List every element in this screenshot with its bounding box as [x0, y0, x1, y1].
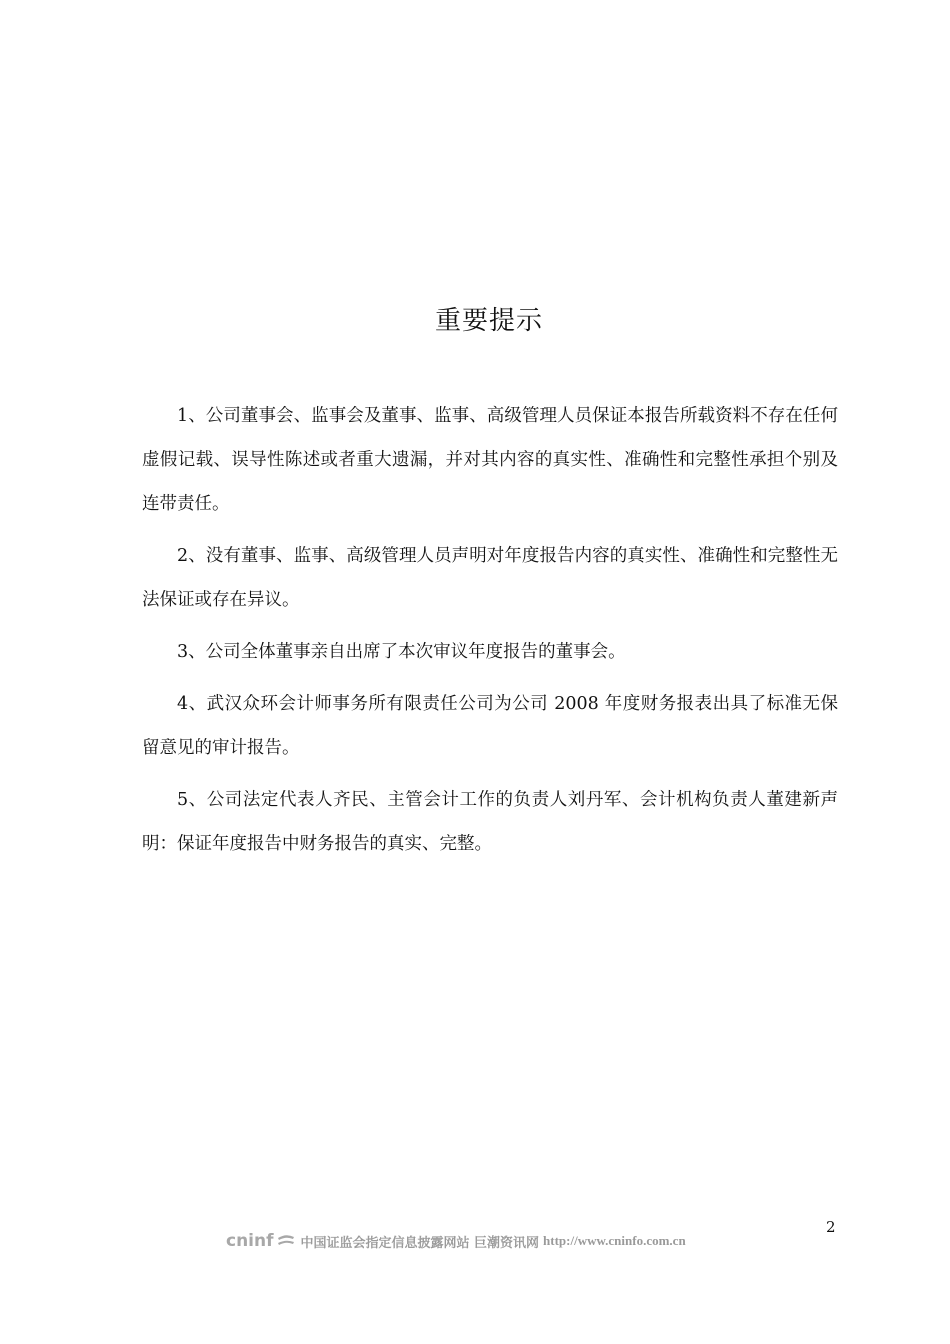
page-title: 重要提示	[434, 306, 543, 336]
paragraph-5: 5、公司法定代表人齐民、主管会计工作的负责人刘丹军、会计机构负责人董建新声明：保证年度报告中财务报告的真实、完整。	[142, 790, 838, 854]
document-body	[142, 394, 838, 874]
footer-url[interactable]: http://www.cninfo.com.cn	[543, 1233, 686, 1248]
footer-site-text: 中国证监会指定信息披露网站 巨潮资讯网	[300, 1235, 540, 1251]
cninfo-logo-text: cninf	[226, 1231, 274, 1251]
paragraph-4: 4、武汉众环会计师事务所有限责任公司为公司 2008 年度财务报表出具了标准无保留意见的审计报告。	[142, 694, 838, 758]
footer-watermark	[226, 1231, 686, 1251]
paragraph-2: 2、没有董事、监事、高级管理人员声明对年度报告内容的真实性、准确性和完整性无法保证或存在异议。	[142, 546, 838, 610]
paragraph-1: 1、公司董事会、监事会及董事、监事、高级管理人员保证本报告所载资料不存在任何虚假记载、误导性陈述或者重大遗漏，并对其内容的真实性、准确性和完整性承担个别及连带责任。	[142, 406, 838, 514]
paragraph-3: 3、公司全体董事亲自出席了本次审议年度报告的董事会。	[177, 642, 626, 662]
page-number: 2	[826, 1218, 836, 1236]
cninfo-logo-icon	[276, 1233, 296, 1249]
